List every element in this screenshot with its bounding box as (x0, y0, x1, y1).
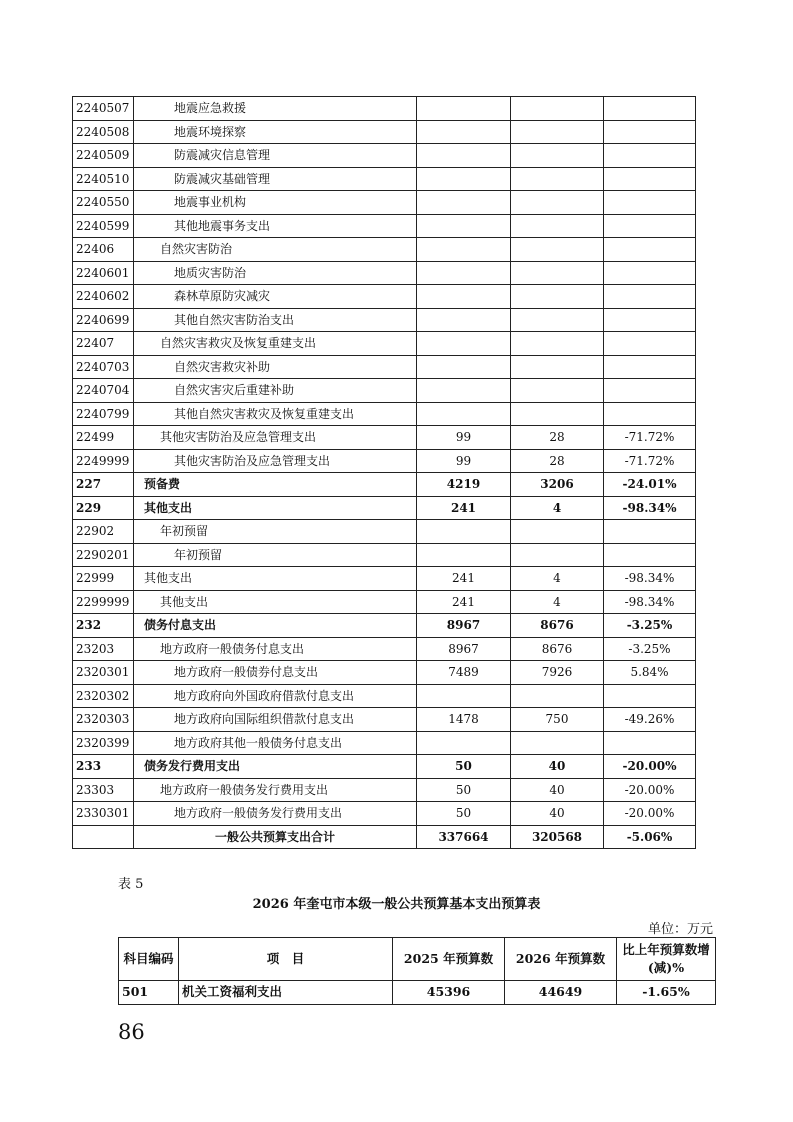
row-2026: 4 (511, 496, 604, 520)
row-2026 (511, 261, 604, 285)
row-name: 机关工资福利支出 (179, 981, 393, 1005)
row-2025: 4219 (417, 473, 511, 497)
total-2026: 320568 (511, 825, 604, 849)
basic-expenditure-table (118, 937, 716, 1005)
row-code: 2320399 (73, 731, 134, 755)
row-name: 其他支出 (134, 567, 417, 591)
table-row (73, 614, 696, 638)
row-change: 5.84% (604, 661, 696, 685)
total-label: 一般公共预算支出合计 (134, 825, 417, 849)
table-row (119, 981, 716, 1005)
row-change (604, 214, 696, 238)
row-change: -71.72% (604, 449, 696, 473)
row-2025 (417, 120, 511, 144)
row-change: -24.01% (604, 473, 696, 497)
row-change: -98.34% (604, 496, 696, 520)
table-row (73, 755, 696, 779)
row-name: 地方政府一般债务发行费用支出 (134, 802, 417, 826)
table-row (73, 731, 696, 755)
table-row (73, 449, 696, 473)
row-name: 自然灾害灾后重建补助 (134, 379, 417, 403)
header-item: 项 目 (179, 938, 393, 981)
unit-label: 单位：万元 (647, 922, 713, 937)
table-row (73, 496, 696, 520)
row-2025 (417, 543, 511, 567)
row-2025 (417, 144, 511, 168)
table-row (73, 144, 696, 168)
row-code: 2299999 (73, 590, 134, 614)
table-row (73, 661, 696, 685)
row-2025 (417, 261, 511, 285)
row-code: 2240507 (73, 97, 134, 121)
table-row (73, 97, 696, 121)
row-name: 地震应急救援 (134, 97, 417, 121)
row-code: 2240550 (73, 191, 134, 215)
row-name: 地方政府一般债务发行费用支出 (134, 778, 417, 802)
row-code: 501 (119, 981, 179, 1005)
row-code: 2240510 (73, 167, 134, 191)
row-code: 23303 (73, 778, 134, 802)
row-2025: 99 (417, 426, 511, 450)
row-2025: 99 (417, 449, 511, 473)
row-2026 (511, 520, 604, 544)
row-code: 229 (73, 496, 134, 520)
table-row (73, 214, 696, 238)
row-2026 (511, 355, 604, 379)
table-row (73, 802, 696, 826)
row-change: -20.00% (604, 778, 696, 802)
row-2026 (511, 191, 604, 215)
table-row (73, 238, 696, 262)
header-code: 科目编码 (119, 938, 179, 981)
row-change: -98.34% (604, 590, 696, 614)
expenditure-table (72, 96, 696, 849)
row-2025: 241 (417, 496, 511, 520)
row-code: 2320301 (73, 661, 134, 685)
row-2025: 241 (417, 590, 511, 614)
row-name: 年初预留 (134, 543, 417, 567)
row-2025: 50 (417, 778, 511, 802)
table-row (73, 637, 696, 661)
row-name: 地方政府其他一般债务付息支出 (134, 731, 417, 755)
row-2026: 28 (511, 449, 604, 473)
row-2026: 7926 (511, 661, 604, 685)
row-2026 (511, 120, 604, 144)
row-name: 地方政府一般债券付息支出 (134, 661, 417, 685)
row-2026: 40 (511, 802, 604, 826)
row-code: 2320303 (73, 708, 134, 732)
row-change (604, 97, 696, 121)
row-change (604, 731, 696, 755)
row-name: 自然灾害救灾及恢复重建支出 (134, 332, 417, 356)
row-change: -49.26% (604, 708, 696, 732)
row-2026 (511, 684, 604, 708)
row-change: -71.72% (604, 426, 696, 450)
row-name: 地方政府向外国政府借款付息支出 (134, 684, 417, 708)
row-2026: 8676 (511, 614, 604, 638)
row-2025: 50 (417, 802, 511, 826)
row-2025 (417, 238, 511, 262)
table-row (73, 590, 696, 614)
total-2025: 337664 (417, 825, 511, 849)
row-2026: 28 (511, 426, 604, 450)
row-change (604, 308, 696, 332)
row-code: 2249999 (73, 449, 134, 473)
row-2025: 45396 (393, 981, 505, 1005)
row-2025: 8967 (417, 614, 511, 638)
row-2025: 241 (417, 567, 511, 591)
header-2025: 2025 年预算数 (393, 938, 505, 981)
row-code: 2240799 (73, 402, 134, 426)
row-2025 (417, 332, 511, 356)
row-code: 2240704 (73, 379, 134, 403)
row-code: 22902 (73, 520, 134, 544)
row-code: 23203 (73, 637, 134, 661)
table-row (73, 167, 696, 191)
row-2026 (511, 167, 604, 191)
row-2026 (511, 332, 604, 356)
table-row (73, 120, 696, 144)
table-row (73, 520, 696, 544)
row-name: 自然灾害救灾补助 (134, 355, 417, 379)
row-change (604, 332, 696, 356)
row-2025 (417, 308, 511, 332)
row-2026: 40 (511, 778, 604, 802)
row-code: 2240699 (73, 308, 134, 332)
row-2025 (417, 379, 511, 403)
row-name: 地震环境探察 (134, 120, 417, 144)
row-name: 其他自然灾害救灾及恢复重建支出 (134, 402, 417, 426)
row-2026 (511, 238, 604, 262)
row-change (604, 379, 696, 403)
table5-header-row (119, 938, 716, 981)
table-row (73, 543, 696, 567)
row-code: 2240601 (73, 261, 134, 285)
row-code: 2240509 (73, 144, 134, 168)
row-2026 (511, 214, 604, 238)
row-2026 (511, 543, 604, 567)
row-2026 (511, 97, 604, 121)
row-2026: 44649 (505, 981, 617, 1005)
row-name: 防震减灾基础管理 (134, 167, 417, 191)
row-2025: 8967 (417, 637, 511, 661)
row-change (604, 520, 696, 544)
row-name: 年初预留 (134, 520, 417, 544)
table-row (73, 473, 696, 497)
row-2025 (417, 191, 511, 215)
row-change (604, 238, 696, 262)
row-name: 森林草原防灾减灾 (134, 285, 417, 309)
row-change (604, 191, 696, 215)
row-2025: 1478 (417, 708, 511, 732)
row-2026 (511, 144, 604, 168)
row-2026: 3206 (511, 473, 604, 497)
row-code: 2290201 (73, 543, 134, 567)
header-2026: 2026 年预算数 (505, 938, 617, 981)
row-2025: 7489 (417, 661, 511, 685)
row-code: 2240599 (73, 214, 134, 238)
row-change (604, 285, 696, 309)
row-2025 (417, 97, 511, 121)
row-change (604, 167, 696, 191)
row-2025 (417, 214, 511, 238)
table-row (73, 379, 696, 403)
row-2026: 40 (511, 755, 604, 779)
table-row (73, 567, 696, 591)
row-change (604, 684, 696, 708)
row-change: -1.65% (617, 981, 716, 1005)
table-row (73, 191, 696, 215)
table5-title: 2026 年奎屯市本级一般公共预算基本支出预算表 (252, 897, 541, 912)
header-change: 比上年预算数增(减)% (617, 938, 716, 981)
row-2025 (417, 355, 511, 379)
table-row (73, 402, 696, 426)
row-2025 (417, 520, 511, 544)
row-code: 227 (73, 473, 134, 497)
row-code: 2320302 (73, 684, 134, 708)
row-2026 (511, 731, 604, 755)
row-change (604, 402, 696, 426)
row-change (604, 261, 696, 285)
row-name: 预备费 (134, 473, 417, 497)
row-name: 地震事业机构 (134, 191, 417, 215)
table-row (73, 778, 696, 802)
row-change (604, 120, 696, 144)
row-2026: 750 (511, 708, 604, 732)
row-name: 地方政府一般债务付息支出 (134, 637, 417, 661)
table-row (73, 308, 696, 332)
row-name: 其他支出 (134, 590, 417, 614)
row-change (604, 144, 696, 168)
table-row (73, 684, 696, 708)
table-row (73, 332, 696, 356)
row-name: 其他自然灾害防治支出 (134, 308, 417, 332)
row-code: 22999 (73, 567, 134, 591)
row-code: 22406 (73, 238, 134, 262)
row-name: 其他地震事务支出 (134, 214, 417, 238)
row-name: 其他灾害防治及应急管理支出 (134, 426, 417, 450)
row-code: 2240602 (73, 285, 134, 309)
row-code: 2240508 (73, 120, 134, 144)
row-2026 (511, 379, 604, 403)
table-row (73, 708, 696, 732)
row-2025 (417, 167, 511, 191)
row-2025 (417, 684, 511, 708)
row-2025 (417, 285, 511, 309)
row-name: 债务付息支出 (134, 614, 417, 638)
row-change: -20.00% (604, 755, 696, 779)
row-2026: 8676 (511, 637, 604, 661)
row-name: 自然灾害防治 (134, 238, 417, 262)
table5-label: 表 5 (118, 877, 144, 892)
row-name: 其他支出 (134, 496, 417, 520)
table-row (73, 261, 696, 285)
total-change: -5.06% (604, 825, 696, 849)
row-2026 (511, 308, 604, 332)
total-row (73, 825, 696, 849)
row-2026: 4 (511, 567, 604, 591)
row-2025 (417, 402, 511, 426)
row-2026 (511, 285, 604, 309)
table-row (73, 355, 696, 379)
row-change: -20.00% (604, 802, 696, 826)
row-name: 其他灾害防治及应急管理支出 (134, 449, 417, 473)
row-code: 233 (73, 755, 134, 779)
row-change (604, 543, 696, 567)
row-change: -3.25% (604, 637, 696, 661)
row-change: -3.25% (604, 614, 696, 638)
row-name: 防震减灾信息管理 (134, 144, 417, 168)
row-2025 (417, 731, 511, 755)
row-2026: 4 (511, 590, 604, 614)
row-change: -98.34% (604, 567, 696, 591)
row-change (604, 355, 696, 379)
row-code: 232 (73, 614, 134, 638)
row-code: 2330301 (73, 802, 134, 826)
page-number: 86 (118, 1020, 145, 1044)
row-2026 (511, 402, 604, 426)
row-code: 2240703 (73, 355, 134, 379)
row-2025: 50 (417, 755, 511, 779)
row-name: 地质灾害防治 (134, 261, 417, 285)
row-code: 22407 (73, 332, 134, 356)
table-row (73, 426, 696, 450)
row-name: 地方政府向国际组织借款付息支出 (134, 708, 417, 732)
table-row (73, 285, 696, 309)
row-code: 22499 (73, 426, 134, 450)
row-name: 债务发行费用支出 (134, 755, 417, 779)
